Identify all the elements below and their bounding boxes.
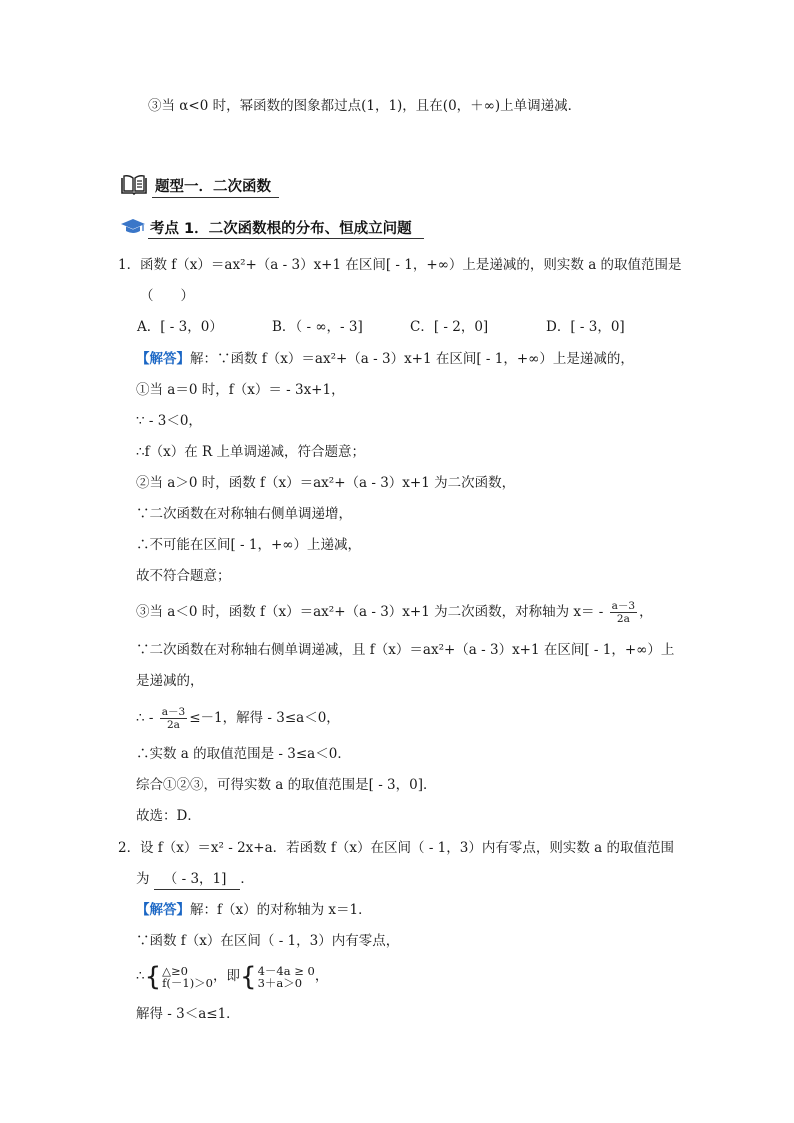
q1-option-d: D．[ - 3，0] <box>546 319 625 335</box>
q2-stem-line-1: 设 f（x）＝x² - 2x+a．若函数 f（x）在区间（ - 1，3）内有零点，则实数 a 的取值范围 <box>140 840 674 856</box>
section-title: 题型一．二次函数 <box>155 179 271 195</box>
q2-answer-tag: 【解答】 <box>136 902 190 918</box>
q1-stem-line-1: 函数 f（x）＝ax²+（a - 3）x+1 在区间[ - 1，+∞）上是递减的，则实数 a 的取值范围是 <box>140 257 682 273</box>
q1-solution-line-6: ∵二次函数在对称轴右侧单调递增， <box>136 506 352 522</box>
q1-stem-line-2: （ ） <box>140 288 194 304</box>
q1-solution-line-14: 综合①②③，可得实数 a 的取值范围是[ - 3，0]． <box>136 777 437 793</box>
condition-system-2: 4－4a ≥ 0 3＋a＞0 <box>257 963 315 990</box>
q1-solution-line-12: ∴ - $\frac{a-3}{2a}$ ≤－1，解得 - 3≤a＜0， <box>136 706 340 731</box>
q1-solution-line-3: ∵ - 3＜0， <box>136 413 202 429</box>
q1-solution-line-15: 故选：D． <box>136 808 201 824</box>
inequality-fraction: $\frac{a-3}{2a}$ <box>161 706 186 731</box>
q1-solution-line-2: ①当 a＝0 时，f（x）＝ - 3x+1， <box>136 382 345 398</box>
section-subtitle-underline <box>148 238 424 239</box>
q2-solution-line-3: ∴{ △≥0 f(－1)＞0 ，即{ 4－4a ≥ 0 3＋a＞0 ， <box>136 961 329 992</box>
q1-number: 1． <box>118 257 141 273</box>
left-brace: { <box>240 961 257 992</box>
q2-solution-line-2: ∵函数 f（x）在区间（ - 1，3）内有零点， <box>136 933 400 949</box>
q1-option-b: B．（ - ∞，- 3] <box>272 319 363 335</box>
q1-option-a: A．[ - 3，0） <box>137 319 223 335</box>
book-icon <box>120 174 148 196</box>
q2-stem-line-2: 为 （ - 3，1] ． <box>136 869 254 890</box>
left-brace: { <box>144 961 162 992</box>
q1-solution-line-11: 是递减的， <box>136 673 204 689</box>
intro-line: ③当 α<0 时，幂函数的图象都过点(1，1)，且在(0，＋∞)上单调递减． <box>148 98 582 114</box>
q1-solution-line-13: ∴实数 a 的取值范围是 - 3≤a＜0． <box>136 746 351 762</box>
q1-solution-line-7: ∴不可能在区间[ - 1，+∞）上递减， <box>136 537 362 553</box>
q2-solution-line-4: 解得 - 3＜a≤1． <box>136 1006 240 1022</box>
section-subtitle: 考点 1．二次函数根的分布、恒成立问题 <box>150 221 412 237</box>
q1-solution-line-1: 【解答】解：∵函数 f（x）＝ax²+（a - 3）x+1 在区间[ - 1，+∞）上是递减的， <box>136 351 634 367</box>
q2-answer-blank: （ - 3，1] <box>154 869 241 890</box>
q1-solution-line-9: ③当 a＜0 时，函数 f（x）＝ax²+（a - 3）x+1 为二次函数，对称轴为 x＝ - $\frac{a-3}{2a}$ ， <box>136 600 653 625</box>
q1-option-c: C．[ - 2，0] <box>410 319 489 335</box>
q1-solution-line-5: ②当 a＞0 时，函数 f（x）＝ax²+（a - 3）x+1 为二次函数， <box>136 475 516 491</box>
q1-solution-line-4: ∴f（x）在 R 上单调递减，符合题意； <box>136 444 365 460</box>
q1-solution-line-10: ∵二次函数在对称轴右侧单调递减，且 f（x）＝ax²+（a - 3）x+1 在区间[ - 1，+∞）上 <box>136 642 675 658</box>
q2-solution-line-1: 【解答】解：f（x）的对称轴为 x＝1． <box>136 902 372 918</box>
graduation-cap-icon <box>120 218 146 236</box>
condition-system-1: △≥0 f(－1)＞0 <box>162 963 214 990</box>
q2-number: 2． <box>118 840 141 856</box>
section-title-underline <box>152 197 279 198</box>
q1-answer-tag: 【解答】 <box>136 351 190 367</box>
q1-solution-line-8: 故不符合题意； <box>136 568 231 584</box>
symmetry-axis-fraction: $\frac{a-3}{2a}$ <box>611 600 636 625</box>
